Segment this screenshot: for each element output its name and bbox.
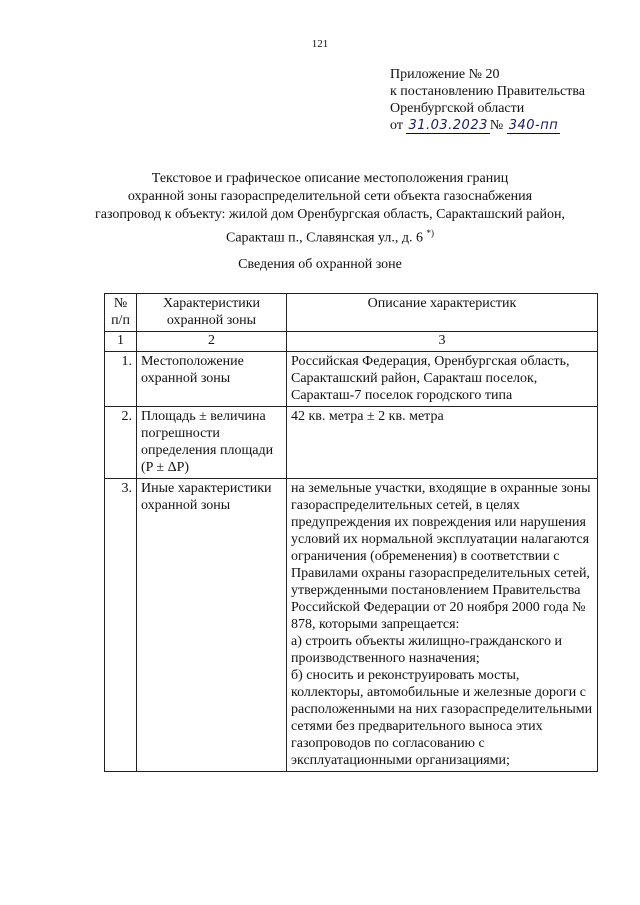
- table-row: [105, 352, 598, 407]
- table-row: [105, 407, 598, 479]
- handwritten-number: 340-пп: [508, 118, 559, 133]
- header-description: Описание характеристик: [287, 294, 598, 332]
- row-characteristic: Иные характеристики охранной зоны: [137, 479, 287, 772]
- handwritten-date: 31.03.2023: [408, 118, 488, 133]
- restriction-item-b: б) сносить и реконструировать мосты, коллекторы, автомобильные и железные дороги с расположенными на них газораспределительными сетями без предварительного выноса этих газопроводов по согласованию с эксплуатационными организациями;: [291, 668, 593, 768]
- table-row: [105, 479, 598, 772]
- number-label: №: [489, 118, 504, 133]
- row-characteristic: Площадь ± величина погрешности определения площади (P ± ΔP): [137, 407, 287, 479]
- zone-info-table: [104, 293, 598, 772]
- row-number: 2.: [105, 407, 137, 479]
- title-line-2: охранной зоны газораспределительной сети объекта газоснабжения: [127, 189, 533, 204]
- appendix-date-number: [390, 117, 585, 134]
- restrictions-intro: на земельные участки, входящие в охранные зоны газораспределительных сетей, в целях предупреждения их повреждения или нарушения условий их нормальной эксплуатации налагаются ограничения (обременения) в соответствии с Правилами охраны газораспределительных сетей, утвержденными постановлением Правительства Российской Федерации от 20 ноября 2000 года № 878, которыми запрещается:: [291, 481, 591, 632]
- index-cell-1: 1: [105, 332, 137, 352]
- row-description: 42 кв. метра ± 2 кв. метра: [287, 407, 598, 479]
- index-cell-3: 3: [287, 332, 598, 352]
- row-number: 1.: [105, 352, 137, 407]
- appendix-resolution: к постановлению Правительства: [390, 84, 586, 99]
- from-label: от: [390, 118, 403, 133]
- table-index-row: [105, 332, 598, 352]
- restriction-item-a: а) строить объекты жилищно-гражданского и производственного назначения;: [291, 634, 562, 666]
- title-address: Саракташ п., Славянская ул., д. 6: [225, 230, 423, 246]
- title-line-4: [60, 224, 600, 248]
- appendix-block: [390, 66, 585, 134]
- footnote-mark: *): [426, 228, 434, 238]
- section-subtitle: Сведения об охранной зоне: [238, 257, 402, 272]
- table-header-row: [105, 294, 598, 332]
- page-number: 121: [311, 38, 329, 50]
- header-number: № п/п: [105, 294, 137, 332]
- row-description: Российская Федерация, Оренбургская область, Саракташский район, Саракташ поселок, Саракташ-7 поселок городского типа: [287, 352, 598, 407]
- document-title: [60, 170, 600, 248]
- row-characteristic: Местоположение охранной зоны: [137, 352, 287, 407]
- header-characteristic: Характеристики охранной зоны: [137, 294, 287, 332]
- title-line-3: газопровод к объекту: жилой дом Оренбургская область, Саракташский район,: [95, 207, 565, 222]
- title-line-1: Текстовое и графическое описание местоположения границ: [151, 171, 509, 186]
- row-description: [287, 479, 598, 772]
- appendix-region: Оренбургской области: [390, 101, 525, 116]
- index-cell-2: 2: [137, 332, 287, 352]
- appendix-title: Приложение № 20: [390, 67, 500, 82]
- row-number: 3.: [105, 479, 137, 772]
